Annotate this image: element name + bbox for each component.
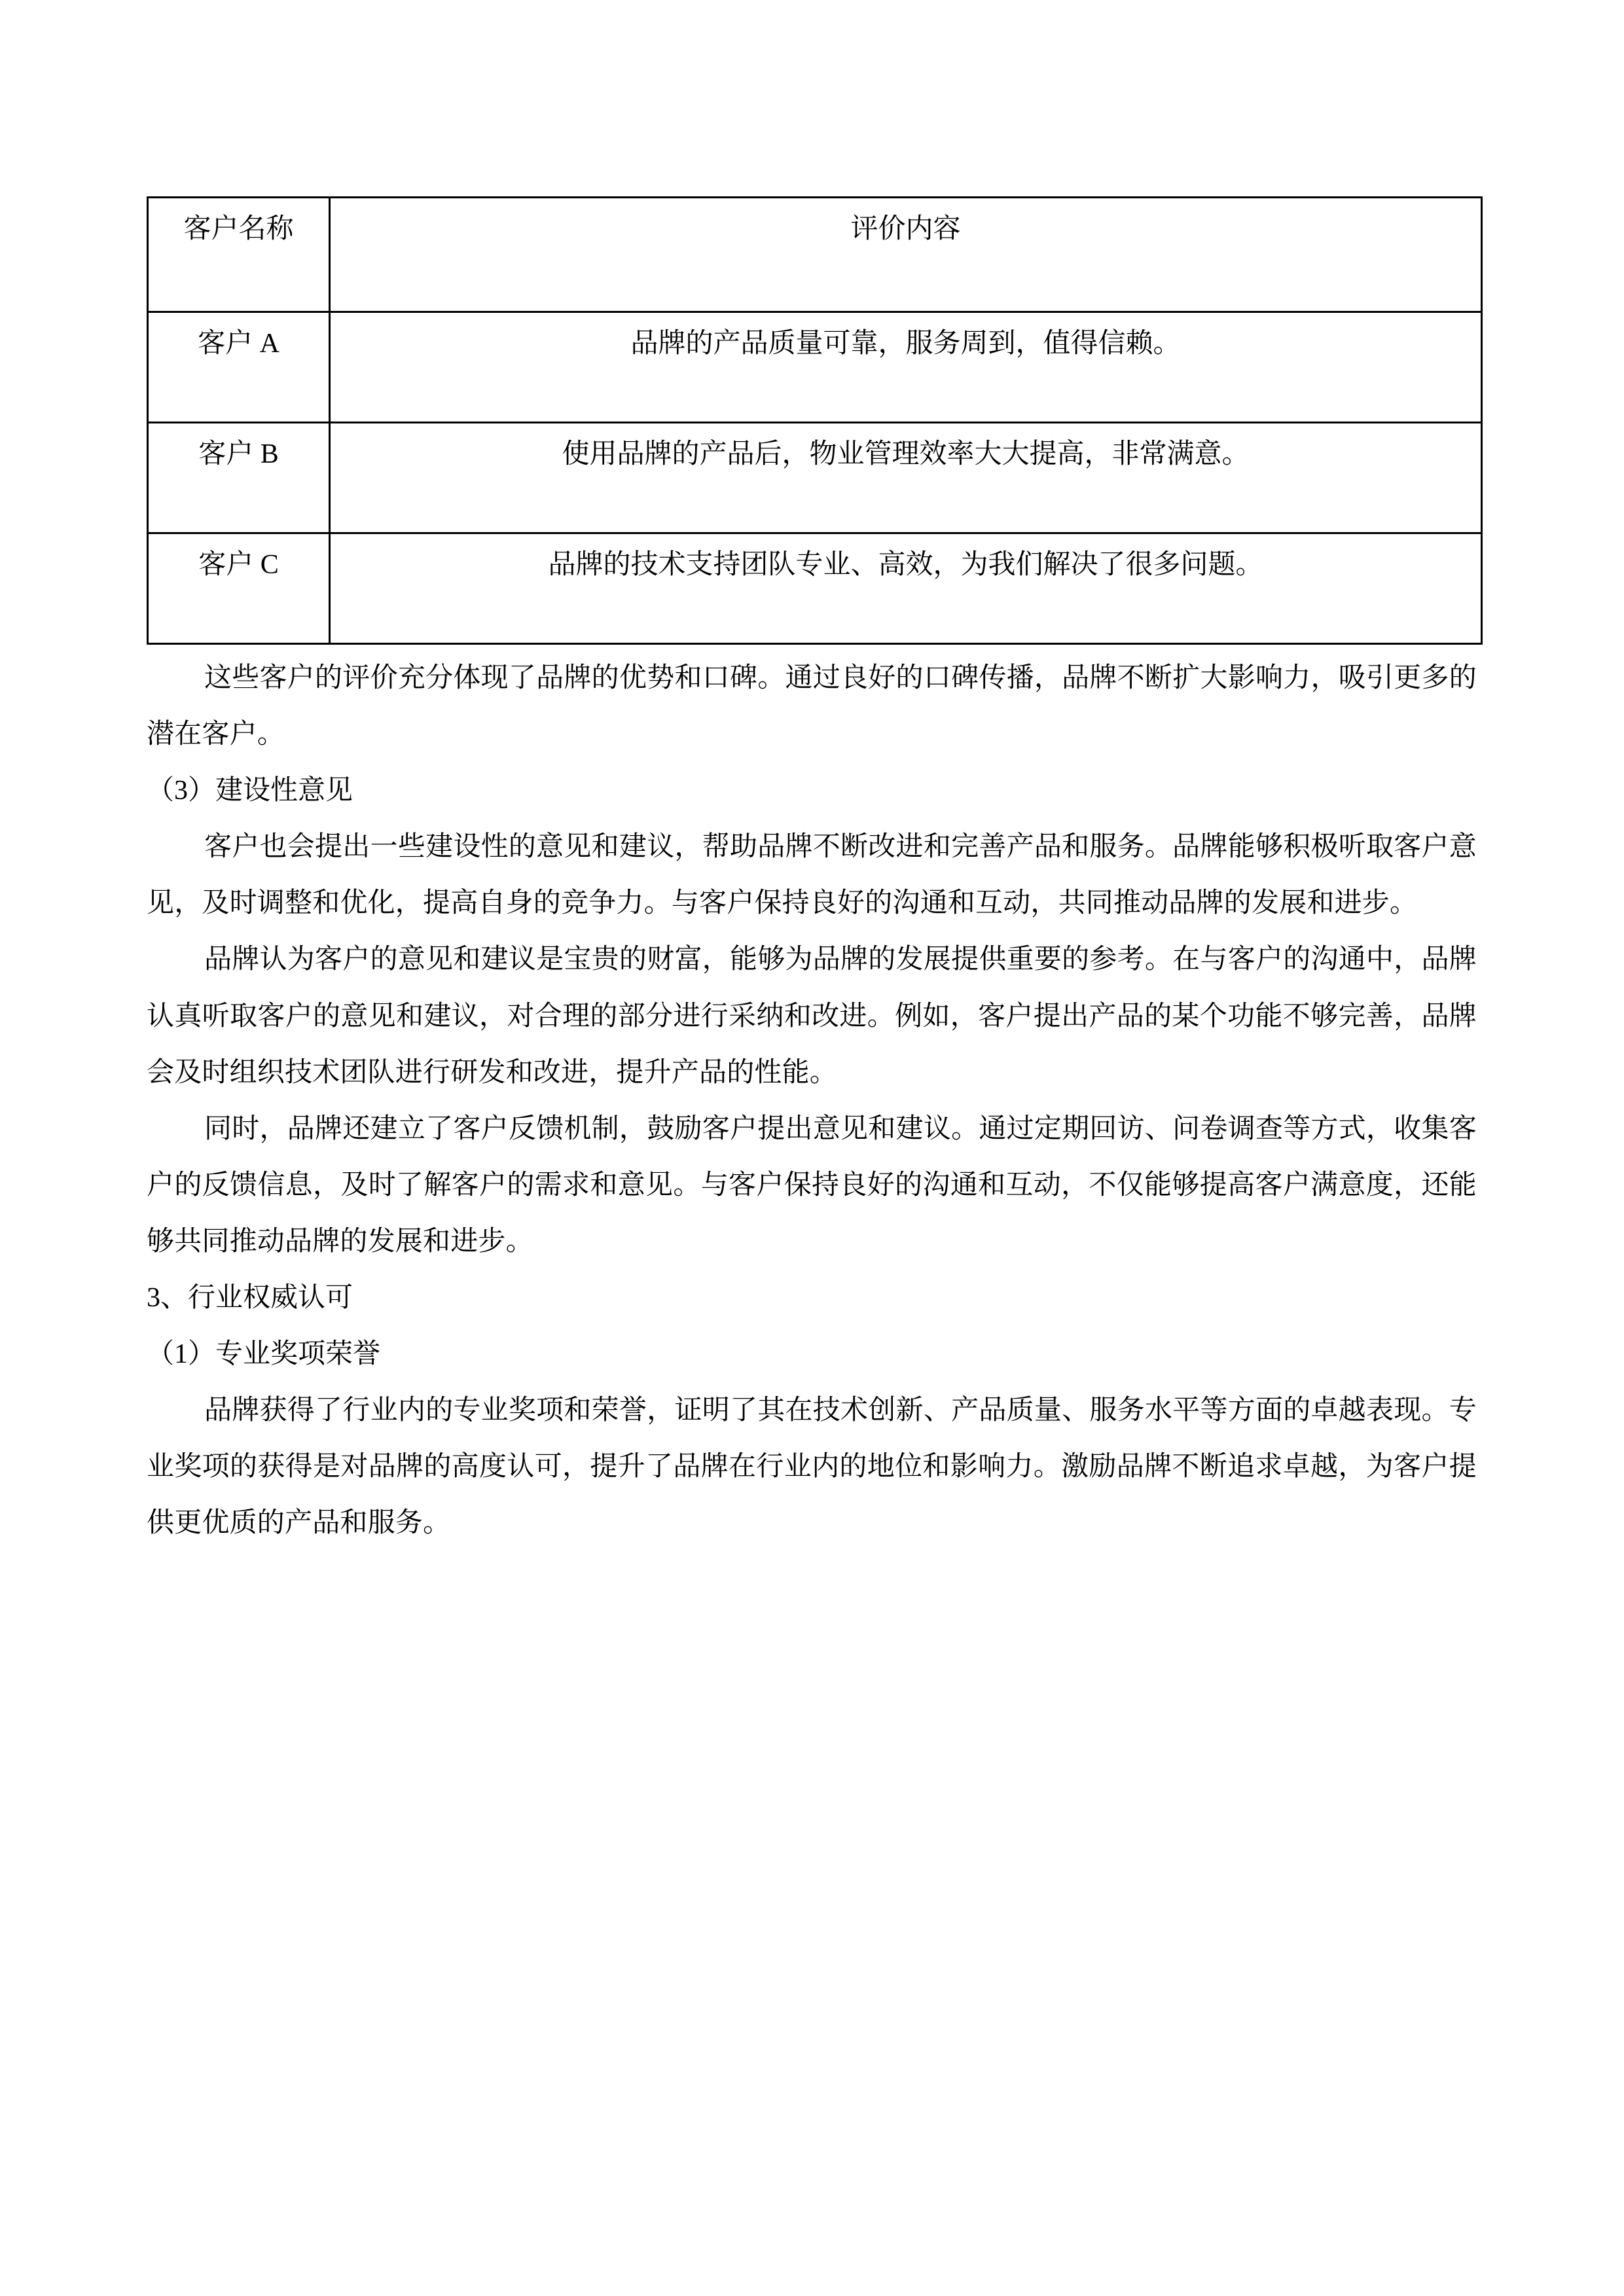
table-cell-customer-name [148,533,330,644]
paragraph-customer-reviews-summary: 这些客户的评价充分体现了品牌的优势和口碑。通过良好的口碑传播，品牌不断扩大影响力，吸引更多的潜在客户。 [147,663,1477,750]
paragraph-constructive-suggestions-2: 品牌认为客户的意见和建议是宝贵的财富，能够为品牌的发展提供重要的参考。在与客户的沟通中，品牌认真听取客户的意见和建议，对合理的部分进行采纳和改进。例如，客户提出产品的某个功能不够完善，品牌会及时组织技术团队进行研发和改进，提升产品的性能。 [147,944,1477,1088]
paragraph-feedback-mechanism: 同时，品牌还建立了客户反馈机制，鼓励客户提出意见和建议。通过定期回访、问卷调查等方式，收集客户的反馈信息，及时了解客户的需求和意见。与客户保持良好的沟通和互动，不仅能够提高客户满意度，还能够共同推动品牌的发展和进步。 [147,1113,1477,1257]
table-cell-evaluation [330,423,1482,533]
evaluation-text-b: 使用品牌的产品后，物业管理效率大大提高，非常满意。 [562,439,1250,469]
header-label-customer-name: 客户名称 [183,214,294,244]
evaluation-text-c: 品牌的技术支持团队专业、高效，为我们解决了很多问题。 [548,550,1263,580]
heading-constructive-suggestions: （3）建设性意见 [147,776,353,806]
spacer-after-table [147,645,1477,650]
customer-name-c: 客户 C [198,550,279,580]
table-header-cell-name [148,198,330,312]
table-row [148,312,1482,423]
customer-name-b: 客户 B [198,439,279,469]
paragraph-professional-awards: 品牌获得了行业内的专业奖项和荣誉，证明了其在技术创新、产品质量、服务水平等方面的卓越表现。专业奖项的获得是对品牌的高度认可，提升了品牌在行业内的地位和影响力。激励品牌不断追求卓越，为客户提供更优质的产品和服务。 [147,1395,1477,1539]
table-cell-customer-name [148,312,330,423]
page-content [147,196,1477,1552]
table-cell-evaluation [330,533,1482,644]
table-row [148,423,1482,533]
table-cell-customer-name [148,423,330,533]
paragraph-constructive-suggestions-1: 客户也会提出一些建设性的意见和建议，帮助品牌不断改进和完善产品和服务。品牌能够积极听取客户意见，及时调整和优化，提高自身的竞争力。与客户保持良好的沟通和互动，共同推动品牌的发展和进步。 [147,832,1477,919]
customer-name-a: 客户 A [198,329,280,359]
customer-evaluation-table [147,196,1483,645]
evaluation-text-a: 品牌的产品质量可靠，服务周到，值得信赖。 [630,329,1181,359]
heading-industry-authority-recognition: 3、行业权威认可 [147,1283,353,1314]
table-cell-evaluation [330,312,1482,423]
header-label-evaluation-content: 评价内容 [850,214,961,244]
heading-professional-awards: （1）专业奖项荣誉 [147,1339,381,1370]
table-row [148,533,1482,644]
table-header-cell-content [330,198,1482,312]
table-header-row [148,198,1482,312]
